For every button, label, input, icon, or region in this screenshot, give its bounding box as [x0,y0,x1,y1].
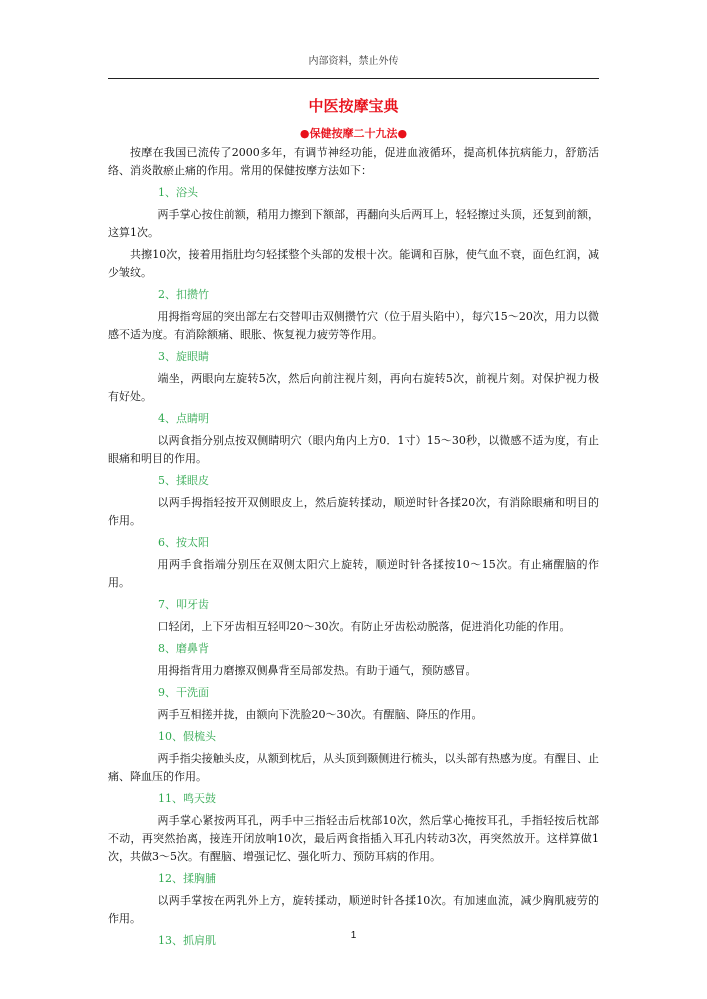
item-paragraph: 端坐，两眼向左旋转5次，然后向前注视片刻，再向右旋转5次，前视片刻。对保护视力极有好处。 [108,372,599,403]
header-rule [108,78,599,79]
massage-item [108,534,599,592]
item-heading [108,870,599,888]
item-number: 8、 [158,642,176,655]
item-heading [108,790,599,808]
item-number: 7、 [158,598,176,611]
item-name: 干洗面 [176,686,209,699]
massage-item [108,728,599,786]
item-number: 3、 [158,350,176,363]
massage-item [108,286,599,344]
item-number: 10、 [158,730,183,743]
item-name: 旋眼睛 [176,350,209,363]
massage-item [108,790,599,866]
item-number: 12、 [158,872,183,885]
item-paragraph: 两手掌心紧按两耳孔，两手中三指轻击后枕部10次，然后掌心掩按耳孔，手指轻按后枕部不动，再突然抬离，接连开闭放响10次，最后两食指插入耳孔内转动3次，再突然放开。这样算做1次，共做3～5次。有醒脑、增强记忆、强化听力、预防耳病的作用。 [108,814,599,863]
page-number: 1 [350,930,357,941]
item-paragraph: 以两手拇指轻按开双侧眼皮上，然后旋转揉动，顺逆时针各揉20次，有消除眼痛和明目的作用。 [108,496,599,527]
item-number: 2、 [158,288,176,301]
item-number: 11、 [158,792,183,805]
item-name: 磨鼻背 [176,642,209,655]
item-name: 抓肩肌 [183,934,216,947]
item-heading [108,286,599,304]
item-heading [108,472,599,490]
item-name: 浴头 [176,186,198,199]
item-name: 假梳头 [183,730,216,743]
item-paragraph: 两手互相搓并拢，由额向下洗脸20～30次。有醒脑、降压的作用。 [157,708,483,721]
item-paragraph: 两手指尖接触头皮，从额到枕后，从头顶到颞侧进行梳头，以头部有热感为度。有醒目、止痛、降血压的作用。 [108,752,599,783]
massage-item [108,410,599,468]
massage-item [108,348,599,406]
item-paragraph: 两手掌心按住前额，稍用力擦到下额部，再翻向头后两耳上，轻轻擦过头顶，还复到前额，这算1次。 [108,208,599,239]
item-heading [108,348,599,366]
item-number: 9、 [158,686,176,699]
item-number: 1、 [158,186,176,199]
item-heading [108,640,599,658]
item-name: 点睛明 [176,412,209,425]
intro-paragraph: 按摩在我国已流传了2000多年，有调节神经功能，促进血液循环，提高机体抗病能力，舒筋活络、消炎散瘀止痛的作用。常用的保健按摩方法如下： [108,146,599,177]
massage-item [108,596,599,636]
item-heading [108,684,599,702]
item-heading [108,184,599,202]
massage-item [108,640,599,680]
item-heading [108,596,599,614]
massage-item [108,870,599,928]
item-name: 揉胸脯 [183,872,216,885]
document-subtitle: ●保健按摩二十九法● [299,127,408,140]
item-name: 鸣天鼓 [183,792,216,805]
item-number: 6、 [158,536,176,549]
item-number: 4、 [158,412,176,425]
item-name: 扣攒竹 [176,288,209,301]
item-heading [108,728,599,746]
massage-item [108,472,599,530]
item-paragraph: 用拇指弯屈的突出部左右交替叩击双侧攒竹穴（位于眉头陷中），每穴15～20次，用力以微感不适为度。有消除额痛、眼胀、恢复视力疲劳等作用。 [108,310,599,341]
document-body [108,144,599,954]
item-heading [108,534,599,552]
document-title: 中医按摩宝典 [308,97,399,115]
massage-item [108,184,599,282]
item-paragraph: 共擦10次，接着用指肚均匀轻揉整个头部的发根十次。能调和百脉，使气血不衰，面色红润，减少皱纹。 [108,248,599,279]
item-number: 13、 [158,934,183,947]
item-paragraph: 用两手食指端分别压在双侧太阳穴上旋转，顺逆时针各揉按10～15次。有止痛醒脑的作用。 [108,558,599,589]
item-paragraph: 以两食指分别点按双侧睛明穴（眼内角内上方0．1寸）15～30秒，以微感不适为度，有止眼痛和明目的作用。 [108,434,599,465]
item-paragraph: 口轻闭，上下牙齿相互轻叩20～30次。有防止牙齿松动脱落，促进消化功能的作用。 [157,620,571,633]
item-name: 揉眼皮 [176,474,209,487]
item-name: 叩牙齿 [176,598,209,611]
item-heading [108,410,599,428]
item-paragraph: 用拇指背用力磨擦双侧鼻背至局部发热。有助于通气，预防感冒。 [157,664,477,677]
massage-item [108,684,599,724]
item-name: 按太阳 [176,536,209,549]
header-note: 内部资料，禁止外传 [308,56,399,67]
item-number: 5、 [158,474,176,487]
item-paragraph: 以两手掌按在两乳外上方，旋转揉动，顺逆时针各揉10次。有加速血流，减少胸肌疲劳的作用。 [108,894,599,925]
